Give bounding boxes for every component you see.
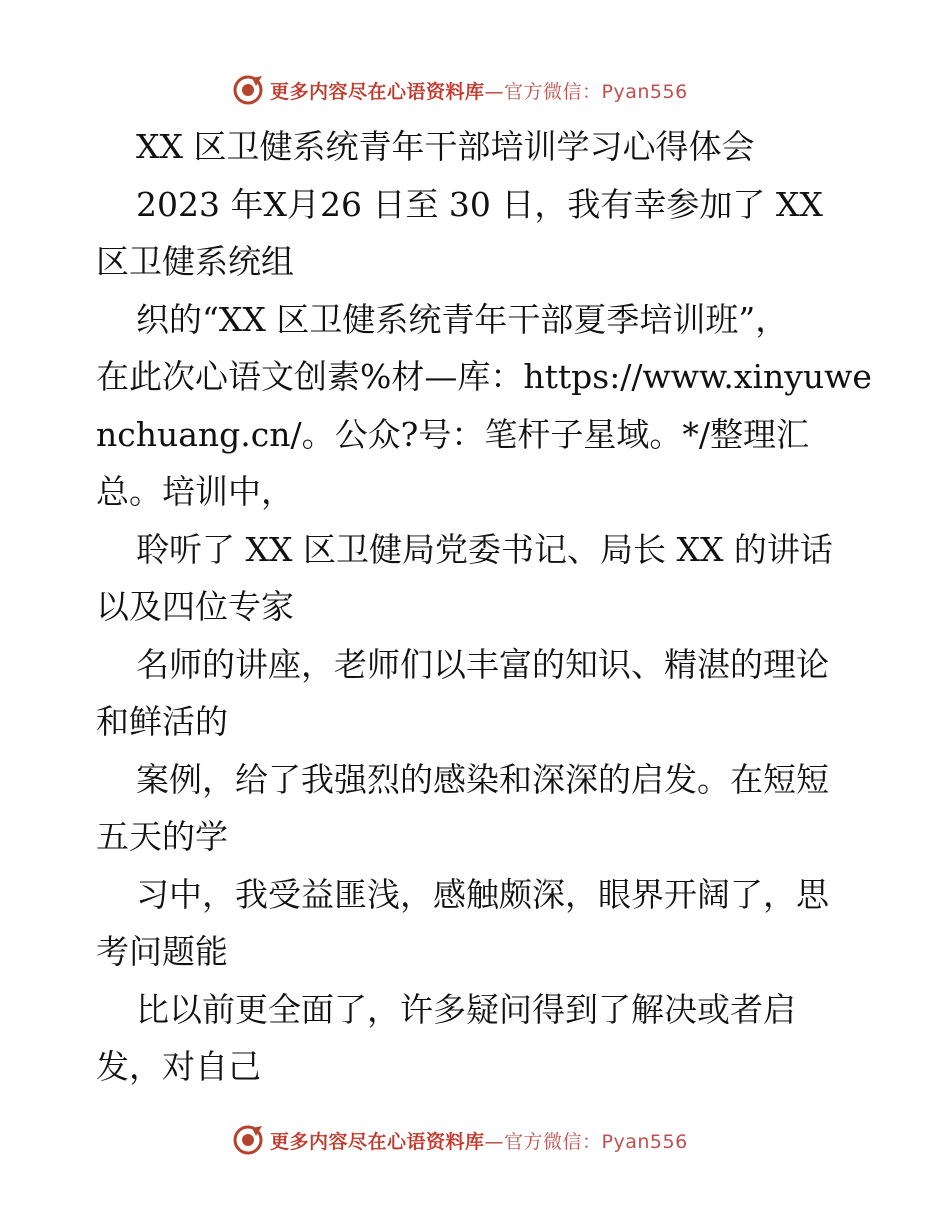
- text-line: 聆听了 XX 区卫健局党委书记、局长 XX 的讲话: [136, 529, 833, 569]
- watermark-wechat: 官方微信：Pyan556: [504, 80, 688, 103]
- text-line: 和鲜活的: [96, 702, 228, 741]
- text-line: 以及四位专家: [96, 587, 294, 626]
- watermark-brand: 更多内容尽在心语资料库: [270, 1130, 485, 1153]
- watermark-brand: 更多内容尽在心语资料库: [270, 80, 485, 103]
- document-body: [96, 118, 872, 1096]
- text-line: 习中，我受益匪浅，感触颇深，眼界开阔了，思: [136, 874, 829, 914]
- text-line: 名师的讲座，老师们以丰富的知识、精湛的理论: [136, 644, 829, 684]
- quill-seal-icon: [232, 1124, 264, 1156]
- text-line: 发，对自己: [96, 1047, 261, 1086]
- watermark-banner-bottom: [232, 1122, 688, 1158]
- watermark-wechat: 官方微信：Pyan556: [504, 1130, 688, 1153]
- quill-seal-icon: [232, 74, 264, 106]
- watermark-banner-top: [232, 72, 688, 108]
- document-title: XX 区卫健系统青年干部培训学习心得体会: [136, 127, 755, 166]
- text-line: 比以前更全面了，许多疑问得到了解决或者启: [136, 989, 796, 1029]
- text-line: 案例，给了我强烈的感染和深深的启发。在短短: [136, 759, 829, 799]
- watermark-separator: —: [484, 1130, 505, 1153]
- text-line: 五天的学: [96, 817, 228, 856]
- text-line: 总。培训中，: [96, 472, 294, 511]
- text-line: 在此次心语文创素%材—库：https://www.xinyuwe: [96, 357, 872, 396]
- text-line: 区卫健系统组: [96, 242, 294, 281]
- text-line: 考问题能: [96, 932, 228, 971]
- text-line: 2023 年X月26 日至 30 日，我有幸参加了 XX: [136, 184, 823, 224]
- watermark-separator: —: [484, 80, 505, 103]
- text-line: nchuang.cn/。公众?号：笔杆子星域。*/整理汇: [96, 414, 809, 454]
- text-line: 织的“XX 区卫健系统青年干部夏季培训班”，: [136, 299, 789, 339]
